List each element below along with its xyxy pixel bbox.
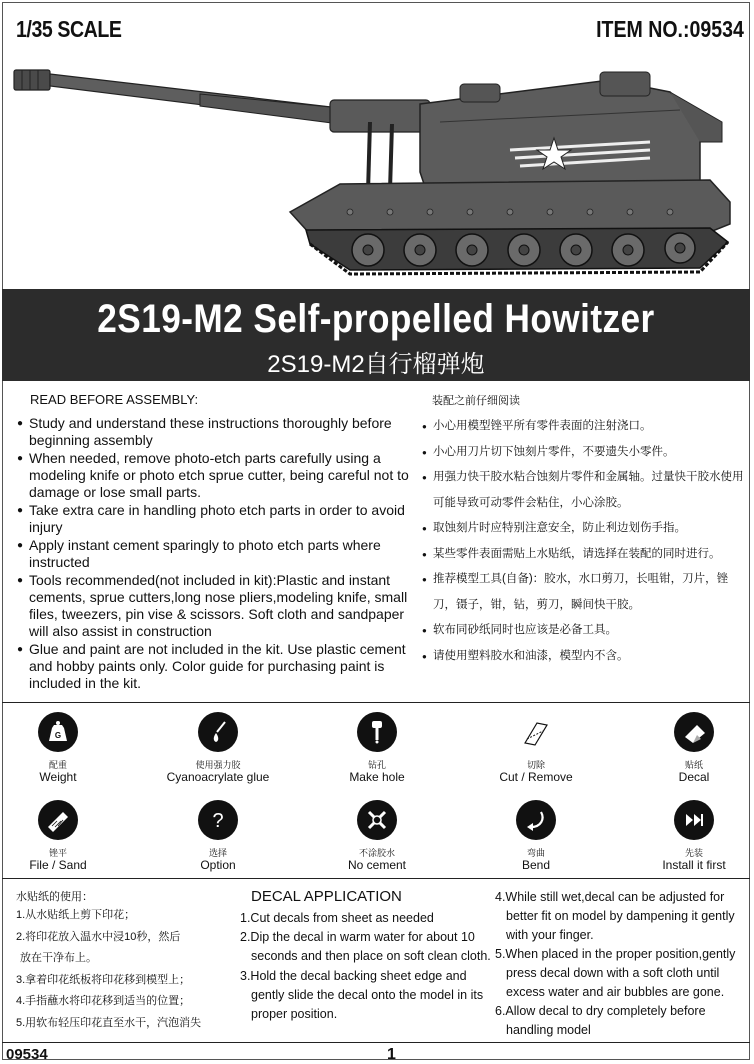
glue-drop-icon (198, 712, 238, 752)
list-item: 4.手指蘸水将印花移到适当的位置； (16, 995, 191, 1008)
list-item: ● Tools recommended(not included in kit):Plastic and instant cements, sprue cutters,long nose pliers,modeling knife, small files, tweezers, pin vise & scissors. Soft cloth and sandpaper will also assist in construction (18, 572, 410, 640)
no-cement-icon (357, 800, 397, 840)
divider (2, 702, 750, 703)
list-item: 3.拿着印花纸板将印花移到模型上； (16, 973, 191, 986)
title-english: 2S19-M2 Self-propelled Howitzer (97, 297, 655, 341)
list-item: ● 小心用模型锉平所有零件表面的注射浇口。 (422, 414, 748, 440)
bend-icon (516, 800, 556, 840)
decal-en-list-left (240, 909, 495, 1024)
divider (2, 1042, 750, 1043)
symbol-decal: 贴纸 Decal (624, 712, 754, 784)
list-item: 1.从水贴纸上剪下印花； (16, 909, 136, 921)
symbol-weight: G 配重 Weight (0, 712, 128, 784)
cn-heading: 装配之前仔细阅读 (432, 395, 520, 407)
read-before-heading: READ BEFORE ASSEMBLY: (30, 392, 199, 407)
list-item: ● 用强力快干胶水粘合蚀刻片零件和金属轴。过量快干胶水使用可能导致可动零件会粘住，小心涂胶。 (422, 465, 748, 516)
instructions-en-list (18, 415, 410, 693)
decal-en-list-right (495, 888, 747, 1040)
decal-cn-heading: 水贴纸的使用： (16, 891, 93, 903)
list-item: 1.Cut decals from sheet as needed (240, 911, 434, 925)
list-item: 5.用软布轻压印花直至水干，汽泡消失 (16, 1016, 202, 1029)
symbol-cut: 切除 Cut / Remove (466, 712, 606, 784)
question-icon (198, 800, 238, 840)
svg-text:?: ? (212, 810, 224, 832)
list-item: ● Glue and paint are not included in the kit. Use plastic cement and hobby paints only. Color guide for purchasing paint is included in the kit. (18, 641, 410, 692)
divider (2, 878, 750, 879)
footer-item-number: 09534 (6, 1046, 48, 1063)
list-item: ● Study and understand these instructions thoroughly before beginning assembly (18, 415, 410, 449)
list-item: 5.When placed in the proper position,gently press decal down with a soft cloth until excess water and air bubbles are gone. (495, 947, 736, 999)
symbol-install-first: 先装 Install it first (624, 800, 754, 872)
list-item: ● 推荐模型工具(自备)：胶水，水口剪刀，长咀钳，刀片，锉刀，镊子，钳，钻，剪刀，瞬间快干胶。 (422, 567, 748, 618)
decal-icon (674, 712, 714, 752)
list-item: 2.Dip the decal in warm water for about 10 seconds and then place on soft clean cloth. (240, 930, 491, 964)
list-item: 6.Allow decal to dry completely before handling model (495, 1004, 706, 1037)
list-item: 3.Hold the decal backing sheet edge and gently slide the decal onto the model in its proper position. (240, 968, 484, 1022)
list-item: 4.While still wet,decal can be adjusted for better fit on model by dampening it gently with your finger. (495, 890, 735, 942)
howitzer-illustration (10, 62, 740, 287)
cut-icon (516, 712, 556, 752)
list-item: ● Take extra care in handling photo etch parts in order to avoid injury (18, 502, 410, 536)
svg-text:G: G (54, 731, 62, 740)
symbol-bend: 弯曲 Bend (466, 800, 606, 872)
list-item: ● 小心用刀片切下蚀刻片零件，不要遗失小零件。 (422, 440, 748, 466)
symbol-no-cement: 不涂胶水 No cement (307, 800, 447, 872)
scale-label: 1/35 SCALE (16, 16, 122, 42)
list-item: ● 某些零件表面需贴上水贴纸，请选择在装配的同时进行。 (422, 542, 748, 568)
list-item: ● 软布同砂纸同时也应该是必备工具。 (422, 618, 748, 644)
weight-icon (38, 712, 78, 752)
instructions-cn-list (422, 414, 748, 669)
install-first-icon (674, 800, 714, 840)
list-item: 2.将印花放入温水中浸10秒，然后 (16, 930, 181, 943)
item-number: ITEM NO.:09534 (596, 16, 744, 42)
symbol-drill: 钻孔 Make hole (307, 712, 447, 784)
list-item: ● Apply instant cement sparingly to photo etch parts where instructed (18, 537, 410, 571)
list-item: ● 取蚀刻片时应特别注意安全，防止利边划伤手指。 (422, 516, 748, 542)
file-icon (38, 800, 78, 840)
decal-cn-list (16, 905, 241, 1035)
page-number: 1 (387, 1046, 396, 1063)
symbol-file: 锉平 File / Sand (0, 800, 128, 872)
list-item: 放在干净布上。 (20, 952, 97, 965)
title-band (2, 289, 750, 381)
title-chinese: 2S19-M2自行榴弹炮 (267, 351, 485, 378)
drill-icon (357, 712, 397, 752)
decal-en-heading: DECAL APPLICATION (251, 888, 402, 905)
symbol-glue: 使用强力胶 Cyanoacrylate glue (148, 712, 288, 784)
symbol-option: ? 选择 Option (148, 800, 288, 872)
list-item: ● When needed, remove photo-etch parts carefully using a modeling knife or photo etch sprue cutter, being careful not to damage or lose small parts. (18, 450, 410, 501)
list-item: ● 请使用塑料胶水和油漆，模型内不含。 (422, 644, 748, 670)
